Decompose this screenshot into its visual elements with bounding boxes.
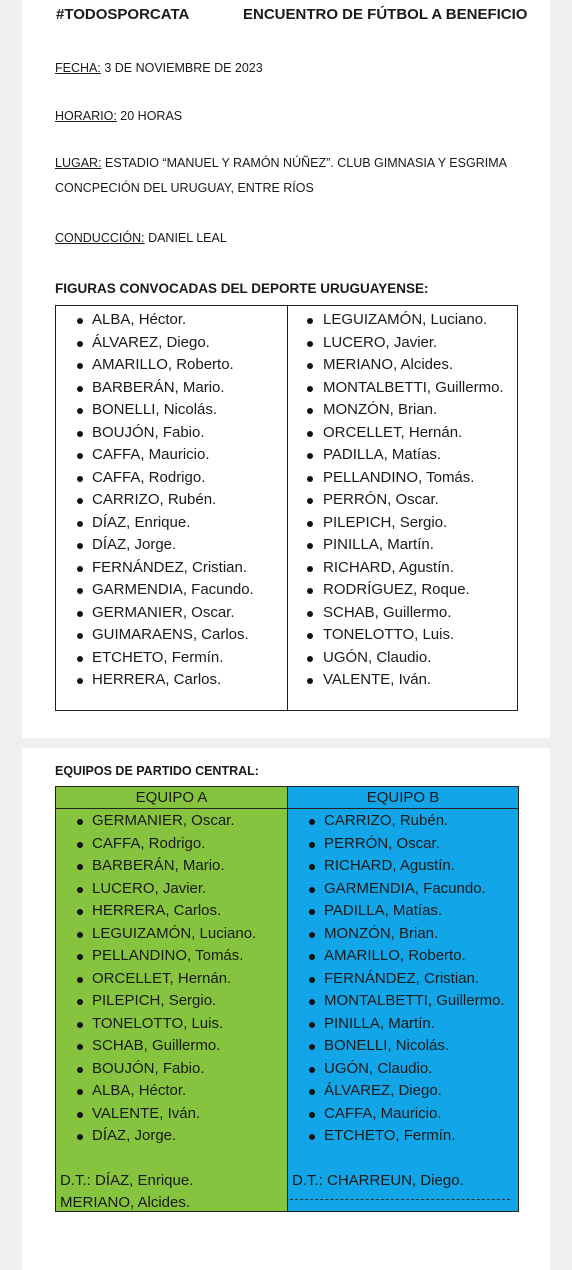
player-name: RODRÍGUEZ, Roque. <box>323 581 470 598</box>
fecha-value: 3 DE NOVIEMBRE DE 2023 <box>100 61 263 75</box>
list-item <box>56 332 287 355</box>
conduccion-label: CONDUCCIÓN: <box>55 231 145 245</box>
bullet-icon <box>77 566 83 572</box>
list-item <box>56 489 287 512</box>
team-a-column <box>56 787 287 1211</box>
list-item <box>288 945 518 968</box>
bullet-icon <box>77 498 83 504</box>
list-item <box>288 1080 518 1103</box>
list-item <box>56 833 287 856</box>
player-name: CAFFA, Rodrigo. <box>92 468 206 486</box>
player-name: DÍAZ, Enrique. <box>92 513 191 531</box>
list-item <box>56 647 287 670</box>
list-item <box>56 399 287 422</box>
player-name: ORCELLET, Hernán. <box>323 423 463 441</box>
player-name: GARMENDIA, Facundo. <box>324 879 486 897</box>
player-name: RICHARD, Agustín. <box>324 857 455 874</box>
player-name: PADILLA, Matías. <box>324 902 443 919</box>
team-b-list <box>288 810 518 1148</box>
bullet-icon <box>77 1022 83 1028</box>
list-item <box>288 990 518 1013</box>
list-item <box>287 669 519 692</box>
bullet-icon <box>307 363 313 369</box>
bullet-icon <box>307 386 313 392</box>
bullet-icon <box>77 954 83 960</box>
bullet-icon <box>77 386 83 392</box>
player-name: ORCELLET, Hernán. <box>92 969 232 987</box>
lugar-label: LUGAR: <box>55 156 102 170</box>
team-a-header: EQUIPO A <box>56 787 287 809</box>
horario-value: 20 HORAS <box>116 109 183 123</box>
bullet-icon <box>307 498 313 504</box>
list-item <box>56 1125 287 1148</box>
player-name: VALENTE, Iván. <box>92 1104 201 1122</box>
lugar-line-2: CONCPECIÓN DEL URUGUAY, ENTRE RÍOS <box>55 181 314 195</box>
bullet-icon <box>77 1112 83 1118</box>
list-item <box>288 968 518 991</box>
bullet-icon <box>309 909 315 915</box>
list-item <box>287 467 519 490</box>
figuras-left-column <box>56 309 287 692</box>
player-name: GERMANIER, Oscar. <box>92 603 235 621</box>
player-name: UGÓN, Claudio. <box>323 648 432 666</box>
bullet-icon <box>77 453 83 459</box>
player-name: GARMENDIA, Facundo. <box>92 581 254 598</box>
player-name: ETCHETO, Fermín. <box>324 1127 456 1144</box>
player-name: HERRERA, Carlos. <box>92 902 222 919</box>
player-name: CAFFA, Rodrigo. <box>92 834 206 852</box>
bullet-icon <box>77 341 83 347</box>
list-item <box>56 557 287 580</box>
player-name: LEGUIZAMÓN, Luciano. <box>92 924 257 942</box>
list-item <box>56 602 287 625</box>
player-name: MERIANO, Alcides. <box>323 356 454 373</box>
bullet-icon <box>309 954 315 960</box>
bullet-icon <box>309 999 315 1005</box>
bullet-icon <box>77 431 83 437</box>
player-name: SCHAB, Guillermo. <box>92 1037 221 1054</box>
bullet-icon <box>307 341 313 347</box>
flyer-page-1 <box>22 0 550 738</box>
player-name: ÁLVAREZ, Diego. <box>324 1082 442 1099</box>
player-name: CARRIZO, Rubén. <box>92 491 217 508</box>
player-name: CAFFA, Mauricio. <box>92 446 210 463</box>
bullet-icon <box>77 633 83 639</box>
player-name: BONELLI, Nicolás. <box>324 1037 450 1054</box>
list-item <box>56 669 287 692</box>
bullet-icon <box>307 543 313 549</box>
list-item <box>56 534 287 557</box>
list-item <box>56 1103 287 1126</box>
list-item <box>56 878 287 901</box>
list-item <box>287 354 519 377</box>
list-item <box>56 990 287 1013</box>
list-item <box>56 377 287 400</box>
player-name: CARRIZO, Rubén. <box>324 812 449 829</box>
list-item <box>287 512 519 535</box>
list-item <box>56 968 287 991</box>
player-name: DÍAZ, Jorge. <box>92 1127 177 1144</box>
player-name: MONTALBETTI, Guillermo. <box>323 378 504 396</box>
figuras-title: FIGURAS CONVOCADAS DEL DEPORTE URUGUAYENSE: <box>55 281 429 296</box>
list-item <box>287 602 519 625</box>
bullet-icon <box>77 864 83 870</box>
list-item <box>56 1080 287 1103</box>
bullet-icon <box>309 1067 315 1073</box>
list-item <box>56 512 287 535</box>
conduccion-line <box>55 231 227 245</box>
bullet-icon <box>309 932 315 938</box>
list-item <box>56 309 287 332</box>
list-item <box>287 309 519 332</box>
list-item <box>287 377 519 400</box>
bullet-icon <box>77 588 83 594</box>
list-item <box>288 1058 518 1081</box>
figuras-right-column <box>287 309 519 692</box>
bullet-icon <box>309 842 315 848</box>
equipos-title: EQUIPOS DE PARTIDO CENTRAL: <box>55 764 259 778</box>
bullet-icon <box>307 566 313 572</box>
list-item <box>288 1035 518 1058</box>
bullet-icon <box>77 656 83 662</box>
list-item <box>287 399 519 422</box>
list-item <box>287 332 519 355</box>
bullet-icon <box>77 678 83 684</box>
bullet-icon <box>307 611 313 617</box>
player-name: AMARILLO, Roberto. <box>92 356 234 373</box>
list-item <box>287 534 519 557</box>
bullet-icon <box>77 909 83 915</box>
bullet-icon <box>77 977 83 983</box>
player-name: ALBA, Héctor. <box>92 311 187 328</box>
conduccion-value: DANIEL LEAL <box>144 231 227 245</box>
list-item <box>287 624 519 647</box>
player-name: TONELOTTO, Luis. <box>92 1014 224 1032</box>
bullet-icon <box>77 842 83 848</box>
bullet-icon <box>77 887 83 893</box>
team-b-dt: D.T.: CHARREUN, Diego. <box>292 1172 464 1189</box>
player-name: BONELLI, Nicolás. <box>92 401 218 418</box>
bullet-icon <box>309 1044 315 1050</box>
player-name: HERRERA, Carlos. <box>92 671 222 688</box>
bullet-icon <box>77 318 83 324</box>
list-item <box>288 1125 518 1148</box>
player-name: BOUJÓN, Fabio. <box>92 1059 205 1077</box>
horario-line <box>55 109 182 123</box>
bullet-icon <box>77 1067 83 1073</box>
bullet-icon <box>309 887 315 893</box>
list-item <box>287 557 519 580</box>
bullet-icon <box>307 678 313 684</box>
list-item <box>56 624 287 647</box>
list-item <box>56 810 287 833</box>
player-name: PINILLA, Martín. <box>324 1014 435 1032</box>
player-name: ÁLVAREZ, Diego. <box>92 333 210 351</box>
player-name: CAFFA, Mauricio. <box>324 1104 442 1122</box>
player-name: PINILLA, Martín. <box>323 536 434 553</box>
list-item <box>288 900 518 923</box>
list-item <box>56 579 287 602</box>
player-name: LUCERO, Javier. <box>92 879 207 897</box>
list-item <box>56 354 287 377</box>
player-name: VALENTE, Iván. <box>323 671 432 688</box>
player-name: PERRÓN, Oscar. <box>324 834 440 852</box>
list-item <box>56 1058 287 1081</box>
player-name: PELLANDINO, Tomás. <box>323 468 475 486</box>
player-name: AMARILLO, Roberto. <box>324 947 466 964</box>
list-item <box>56 1013 287 1036</box>
list-item <box>56 1035 287 1058</box>
player-name: FERNÁNDEZ, Cristian. <box>92 558 248 576</box>
bullet-icon <box>307 476 313 482</box>
list-item <box>287 444 519 467</box>
bullet-icon <box>77 611 83 617</box>
list-item <box>56 900 287 923</box>
bullet-icon <box>77 408 83 414</box>
list-item <box>56 422 287 445</box>
bullet-icon <box>309 864 315 870</box>
bullet-icon <box>77 1044 83 1050</box>
player-name: MONTALBETTI, Guillermo. <box>324 992 505 1009</box>
player-name: UGÓN, Claudio. <box>324 1059 433 1077</box>
bullet-icon <box>307 656 313 662</box>
player-name: BARBERÁN, Mario. <box>92 378 225 396</box>
bullet-icon <box>77 932 83 938</box>
player-name: PADILLA, Matías. <box>323 446 442 463</box>
player-name: TONELOTTO, Luis. <box>323 626 455 643</box>
list-item <box>287 422 519 445</box>
list-item <box>288 878 518 901</box>
list-item <box>288 833 518 856</box>
player-name: GUIMARAENS, Carlos. <box>92 626 249 643</box>
player-name: MONZÓN, Brian. <box>323 401 438 418</box>
list-item <box>56 923 287 946</box>
bullet-icon <box>77 1089 83 1095</box>
player-name: ALBA, Héctor. <box>92 1082 187 1099</box>
equipos-table <box>55 786 519 1212</box>
team-a-assistant: MERIANO, Alcides. <box>60 1194 191 1211</box>
fecha-label: FECHA: <box>55 61 101 75</box>
bullet-icon <box>77 999 83 1005</box>
list-item <box>288 1013 518 1036</box>
team-a-list <box>56 810 287 1148</box>
bullet-icon <box>309 1022 315 1028</box>
list-item <box>56 467 287 490</box>
player-name: DÍAZ, Jorge. <box>92 536 177 553</box>
player-name: PERRÓN, Oscar. <box>323 491 439 508</box>
player-name: ETCHETO, Fermín. <box>92 648 224 666</box>
team-a-dt: D.T.: DÍAZ, Enrique. <box>60 1172 194 1189</box>
player-name: FERNÁNDEZ, Cristian. <box>324 969 480 987</box>
bullet-icon <box>307 521 313 527</box>
bullet-icon <box>307 453 313 459</box>
list-item <box>56 855 287 878</box>
player-name: LEGUIZAMÓN, Luciano. <box>323 311 488 328</box>
bullet-icon <box>77 476 83 482</box>
player-name: MONZÓN, Brian. <box>324 924 439 942</box>
bullet-icon <box>309 1089 315 1095</box>
player-name: LUCERO, Javier. <box>323 333 438 351</box>
bullet-icon <box>309 1112 315 1118</box>
page-title: ENCUENTRO DE FÚTBOL A BENEFICIO <box>243 6 528 23</box>
lugar-line <box>55 156 507 170</box>
bullet-icon <box>307 588 313 594</box>
list-item <box>287 579 519 602</box>
bullet-icon <box>309 977 315 983</box>
hashtag: #TODOSPORCATA <box>56 6 190 23</box>
lugar-value: ESTADIO “MANUEL Y RAMÓN NÚÑEZ”. CLUB GIMNASIA Y ESGRIMA <box>101 156 507 170</box>
player-name: PILEPICH, Sergio. <box>323 513 448 531</box>
list-item <box>288 1103 518 1126</box>
list-item <box>288 923 518 946</box>
player-name: SCHAB, Guillermo. <box>323 603 452 621</box>
player-name: GERMANIER, Oscar. <box>92 812 235 829</box>
list-item <box>287 647 519 670</box>
flyer-page-2 <box>22 748 550 1270</box>
player-name: PILEPICH, Sergio. <box>92 992 217 1009</box>
team-b-header: EQUIPO B <box>288 787 518 809</box>
dt-dashed-line <box>290 1199 510 1200</box>
horario-label: HORARIO: <box>55 109 117 123</box>
bullet-icon <box>77 1134 83 1140</box>
bullet-icon <box>309 1134 315 1140</box>
list-item <box>56 945 287 968</box>
bullet-icon <box>307 431 313 437</box>
bullet-icon <box>307 318 313 324</box>
list-item <box>288 855 518 878</box>
player-name: BARBERÁN, Mario. <box>92 857 225 874</box>
list-item <box>287 489 519 512</box>
fecha-line <box>55 61 263 75</box>
bullet-icon <box>309 819 315 825</box>
player-name: BOUJÓN, Fabio. <box>92 423 205 441</box>
bullet-icon <box>77 363 83 369</box>
figuras-table <box>55 305 518 711</box>
bullet-icon <box>77 819 83 825</box>
bullet-icon <box>77 521 83 527</box>
list-item <box>288 810 518 833</box>
team-b-column <box>287 787 518 1211</box>
player-name: PELLANDINO, Tomás. <box>92 947 244 964</box>
bullet-icon <box>307 633 313 639</box>
bullet-icon <box>77 543 83 549</box>
list-item <box>56 444 287 467</box>
player-name: RICHARD, Agustín. <box>323 558 454 576</box>
bullet-icon <box>307 408 313 414</box>
